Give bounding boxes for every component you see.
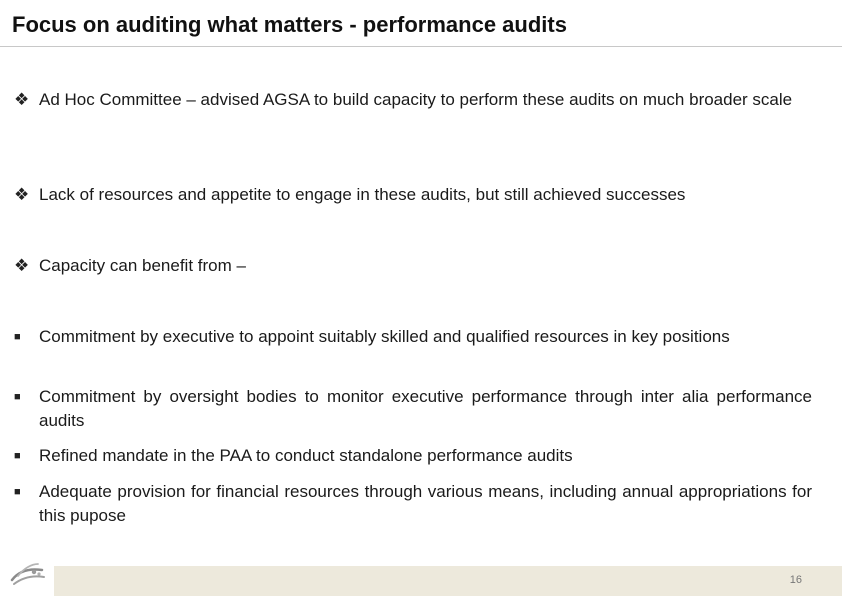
diamond-bullet-icon: ❖ — [14, 90, 30, 109]
title-divider — [0, 46, 842, 47]
sub-bullet-text: Refined mandate in the PAA to conduct standalone performance audits — [39, 446, 573, 465]
sub-bullet-executive — [14, 325, 812, 349]
bullet-capacity — [14, 254, 812, 278]
bullet-text: Ad Hoc Committee – advised AGSA to build capacity to perform these audits on much broader scale — [39, 90, 793, 109]
square-bullet-icon: ■ — [14, 391, 21, 403]
page-number: 16 — [789, 574, 802, 586]
bullet-text: Capacity can benefit from – — [39, 256, 246, 275]
footer-bar — [54, 566, 842, 596]
bullet-ad-hoc-committee — [14, 88, 812, 112]
square-bullet-icon: ■ — [14, 486, 21, 498]
sub-bullet-financial — [14, 480, 812, 528]
sub-bullet-text: Commitment by executive to appoint suitably skilled and qualified resources in key positions — [39, 327, 730, 346]
sub-bullet-mandate — [14, 444, 812, 468]
bullet-lack-of-resources — [14, 183, 812, 207]
sub-bullet-text: Commitment by oversight bodies to monitor executive performance through inter alia performance audits — [39, 387, 812, 430]
sub-bullet-text: Adequate provision for financial resources through various means, including annual appropriations for this pupose — [39, 482, 812, 525]
agsa-logo-icon — [8, 558, 48, 588]
sub-bullet-oversight — [14, 385, 812, 433]
slide-title: Focus on auditing what matters - performance audits — [12, 12, 567, 37]
diamond-bullet-icon: ❖ — [14, 185, 30, 204]
square-bullet-icon: ■ — [14, 450, 21, 462]
diamond-bullet-icon: ❖ — [14, 256, 30, 275]
bullet-text: Lack of resources and appetite to engage in these audits, but still achieved successes — [39, 185, 686, 204]
square-bullet-icon: ■ — [14, 331, 21, 343]
